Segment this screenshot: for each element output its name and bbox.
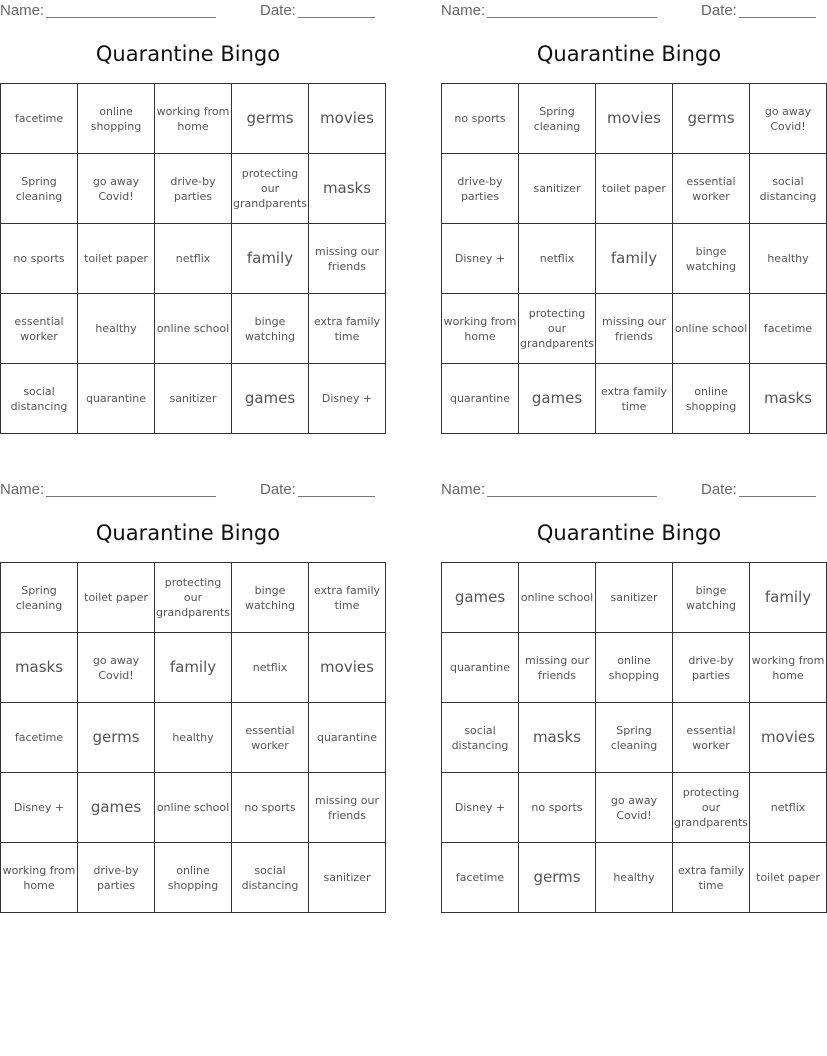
bingo-cell: family (232, 224, 309, 294)
bingo-cell: working from home (155, 84, 232, 154)
bingo-cell: missing our friends (309, 773, 386, 843)
name-date-row (0, 479, 376, 501)
bingo-grid (0, 83, 386, 434)
bingo-row (1, 224, 386, 294)
bingo-cell: netflix (232, 633, 309, 703)
bingo-row (1, 773, 386, 843)
bingo-card (441, 0, 817, 413)
bingo-cell: binge watching (673, 224, 750, 294)
bingo-row (442, 364, 827, 434)
bingo-cell: social distancing (442, 703, 519, 773)
name-blank-line[interactable] (46, 17, 216, 18)
bingo-cell: online shopping (155, 843, 232, 913)
name-date-row (0, 0, 376, 22)
bingo-cell: extra family time (673, 843, 750, 913)
bingo-cell: sanitizer (519, 154, 596, 224)
bingo-cell: masks (519, 703, 596, 773)
card-title: Quarantine Bingo (95, 521, 281, 545)
bingo-cell: family (750, 563, 827, 633)
bingo-card (441, 479, 825, 892)
bingo-cell: extra family time (309, 294, 386, 364)
bingo-cell: online shopping (596, 633, 673, 703)
bingo-cell: protecting our grandparents (232, 154, 309, 224)
bingo-card (0, 0, 381, 413)
bingo-row (1, 294, 386, 364)
date-label: Date: (701, 2, 737, 19)
bingo-row (1, 84, 386, 154)
bingo-row (442, 703, 827, 773)
bingo-cell: toilet paper (78, 224, 155, 294)
date-label: Date: (260, 481, 296, 498)
bingo-cell: germs (78, 703, 155, 773)
bingo-cell: drive-by parties (673, 633, 750, 703)
date-blank-line[interactable] (298, 17, 375, 18)
name-blank-line[interactable] (487, 17, 657, 18)
bingo-cell: online shopping (673, 364, 750, 434)
bingo-cell: working from home (750, 633, 827, 703)
bingo-row (442, 224, 827, 294)
bingo-cell: go away Covid! (78, 154, 155, 224)
bingo-cell: no sports (1, 224, 78, 294)
bingo-cell: netflix (750, 773, 827, 843)
bingo-cell: Spring cleaning (519, 84, 596, 154)
bingo-cell: games (519, 364, 596, 434)
bingo-row (442, 84, 827, 154)
bingo-cell: drive-by parties (78, 843, 155, 913)
bingo-cell: essential worker (232, 703, 309, 773)
bingo-cell: no sports (232, 773, 309, 843)
bingo-cell: essential worker (673, 154, 750, 224)
bingo-cell: healthy (155, 703, 232, 773)
bingo-cell: healthy (596, 843, 673, 913)
bingo-cell: online school (155, 294, 232, 364)
bingo-cell: sanitizer (596, 563, 673, 633)
name-label: Name: (441, 481, 486, 498)
bingo-row (1, 154, 386, 224)
date-blank-line[interactable] (739, 17, 816, 18)
bingo-cell: family (155, 633, 232, 703)
bingo-cell: facetime (1, 703, 78, 773)
bingo-cell: protecting our grandparents (519, 294, 596, 364)
bingo-cell: Disney + (442, 773, 519, 843)
bingo-cell: facetime (1, 84, 78, 154)
bingo-cell: germs (232, 84, 309, 154)
bingo-cell: movies (750, 703, 827, 773)
date-label: Date: (701, 481, 737, 498)
bingo-cell: binge watching (673, 563, 750, 633)
bingo-row (1, 843, 386, 913)
bingo-cell: go away Covid! (596, 773, 673, 843)
bingo-cell: facetime (750, 294, 827, 364)
bingo-cell: healthy (78, 294, 155, 364)
bingo-cell: movies (309, 633, 386, 703)
bingo-cell: toilet paper (596, 154, 673, 224)
bingo-cell: movies (309, 84, 386, 154)
name-label: Name: (0, 2, 45, 19)
name-date-row (441, 0, 817, 22)
bingo-cell: missing our friends (596, 294, 673, 364)
bingo-cell: masks (750, 364, 827, 434)
bingo-grid (441, 562, 827, 913)
bingo-cell: online shopping (78, 84, 155, 154)
bingo-cell: quarantine (442, 364, 519, 434)
bingo-cell: essential worker (673, 703, 750, 773)
bingo-cell: sanitizer (155, 364, 232, 434)
bingo-cell: no sports (442, 84, 519, 154)
bingo-cell: facetime (442, 843, 519, 913)
bingo-cell: missing our friends (309, 224, 386, 294)
bingo-cell: binge watching (232, 563, 309, 633)
bingo-cell: online school (673, 294, 750, 364)
bingo-cell: online school (519, 563, 596, 633)
date-blank-line[interactable] (739, 496, 816, 497)
date-label: Date: (260, 2, 296, 19)
bingo-cell: family (596, 224, 673, 294)
bingo-cell: go away Covid! (750, 84, 827, 154)
name-blank-line[interactable] (46, 496, 216, 497)
bingo-cell: Disney + (309, 364, 386, 434)
bingo-grid (441, 83, 827, 434)
date-blank-line[interactable] (298, 496, 375, 497)
bingo-cell: quarantine (309, 703, 386, 773)
bingo-row (1, 703, 386, 773)
bingo-cell: games (442, 563, 519, 633)
bingo-cell: toilet paper (78, 563, 155, 633)
bingo-cell: netflix (519, 224, 596, 294)
bingo-cell: toilet paper (750, 843, 827, 913)
bingo-cell: Spring cleaning (596, 703, 673, 773)
bingo-row (442, 294, 827, 364)
bingo-row (442, 773, 827, 843)
card-title: Quarantine Bingo (536, 521, 722, 545)
bingo-row (442, 843, 827, 913)
bingo-cell: drive-by parties (155, 154, 232, 224)
bingo-cell: Disney + (1, 773, 78, 843)
bingo-cell: quarantine (78, 364, 155, 434)
bingo-row (442, 563, 827, 633)
bingo-cell: extra family time (596, 364, 673, 434)
card-title: Quarantine Bingo (536, 42, 722, 66)
name-blank-line[interactable] (487, 496, 657, 497)
bingo-cell: netflix (155, 224, 232, 294)
bingo-cell: sanitizer (309, 843, 386, 913)
bingo-cell: social distancing (1, 364, 78, 434)
bingo-cell: masks (1, 633, 78, 703)
bingo-cell: Spring cleaning (1, 154, 78, 224)
bingo-grid (0, 562, 386, 913)
card-title: Quarantine Bingo (95, 42, 281, 66)
bingo-cell: protecting our grandparents (673, 773, 750, 843)
bingo-cell: movies (596, 84, 673, 154)
bingo-row (442, 154, 827, 224)
bingo-cell: quarantine (442, 633, 519, 703)
bingo-cell: essential worker (1, 294, 78, 364)
bingo-cell: social distancing (232, 843, 309, 913)
bingo-cell: games (78, 773, 155, 843)
bingo-cell: Disney + (442, 224, 519, 294)
name-label: Name: (441, 2, 486, 19)
bingo-cell: protecting our grandparents (155, 563, 232, 633)
bingo-cell: working from home (442, 294, 519, 364)
bingo-cell: social distancing (750, 154, 827, 224)
bingo-cell: drive-by parties (442, 154, 519, 224)
bingo-cell: working from home (1, 843, 78, 913)
bingo-cell: Spring cleaning (1, 563, 78, 633)
bingo-cell: go away Covid! (78, 633, 155, 703)
bingo-cell: no sports (519, 773, 596, 843)
bingo-row (442, 633, 827, 703)
bingo-card (0, 479, 381, 892)
bingo-cell: games (232, 364, 309, 434)
bingo-cell: missing our friends (519, 633, 596, 703)
bingo-row (1, 633, 386, 703)
bingo-row (1, 364, 386, 434)
bingo-cell: healthy (750, 224, 827, 294)
bingo-cell: online school (155, 773, 232, 843)
bingo-cell: binge watching (232, 294, 309, 364)
name-date-row (441, 479, 817, 501)
bingo-cell: germs (673, 84, 750, 154)
bingo-row (1, 563, 386, 633)
name-label: Name: (0, 481, 45, 498)
bingo-cell: germs (519, 843, 596, 913)
bingo-cell: extra family time (309, 563, 386, 633)
bingo-cell: masks (309, 154, 386, 224)
